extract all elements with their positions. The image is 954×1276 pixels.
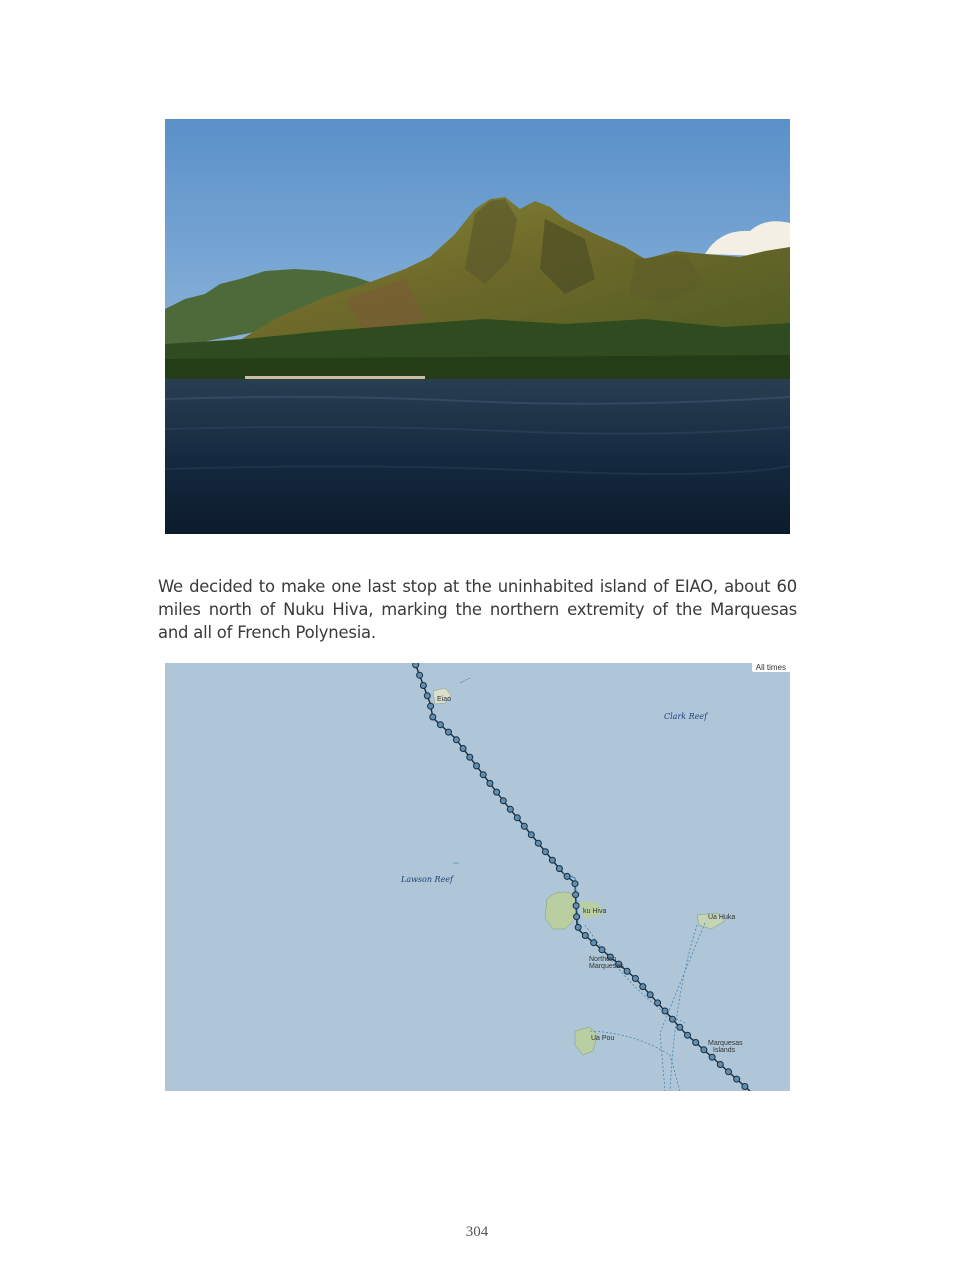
track-point[interactable] — [420, 683, 426, 689]
track-point[interactable] — [647, 992, 653, 998]
label-lawson-reef: Lawson Reef — [401, 875, 453, 884]
track-point[interactable] — [734, 1076, 740, 1082]
label-marquesas: Marquesas — [589, 963, 624, 970]
track-point[interactable] — [428, 703, 434, 709]
track-point[interactable] — [487, 780, 493, 786]
route-map — [165, 663, 790, 1091]
track-point[interactable] — [467, 754, 473, 760]
map-time-badge[interactable]: All times — [752, 663, 790, 672]
track-point[interactable] — [453, 737, 459, 743]
track-point[interactable] — [582, 933, 588, 939]
track-point[interactable] — [424, 693, 430, 699]
track-point[interactable] — [446, 729, 452, 735]
track-point[interactable] — [474, 763, 480, 769]
island-photo-image — [165, 119, 790, 534]
body-paragraph: We decided to make one last stop at the uninhabited island of EIAO, about 60 miles north of Nuku Hiva, marking the northern extremity of the Marquesas and all of French Polynesia. — [158, 577, 797, 642]
track-point[interactable] — [574, 914, 580, 920]
track-point[interactable] — [640, 984, 646, 990]
track-point[interactable] — [549, 857, 555, 863]
label-clark-reef: Clark Reef — [664, 712, 708, 721]
track-point[interactable] — [701, 1047, 707, 1053]
route-map-image — [165, 663, 790, 1091]
label-nuku-hiva: ku Hiva — [583, 908, 607, 915]
page-number: 304 — [465, 1224, 489, 1240]
label-northern: Northern — [589, 956, 617, 963]
track-point[interactable] — [500, 798, 506, 804]
track-point[interactable] — [709, 1054, 715, 1060]
label-ua-pou: Ua Pou — [591, 1035, 615, 1042]
track-point[interactable] — [624, 968, 630, 974]
track-point[interactable] — [528, 832, 534, 838]
track-point[interactable] — [726, 1069, 732, 1075]
track-point[interactable] — [742, 1084, 748, 1090]
track-point[interactable] — [693, 1040, 699, 1046]
track-point[interactable] — [430, 714, 436, 720]
track-point[interactable] — [591, 940, 597, 946]
track-point[interactable] — [417, 672, 423, 678]
track-point[interactable] — [564, 873, 570, 879]
track-point[interactable] — [521, 823, 527, 829]
label-eiao: Eiao — [437, 696, 452, 703]
track-point[interactable] — [573, 903, 579, 909]
track-point[interactable] — [655, 1000, 661, 1006]
track-point[interactable] — [507, 806, 513, 812]
track-point[interactable] — [717, 1062, 723, 1068]
track-point[interactable] — [556, 866, 562, 872]
track-point[interactable] — [632, 976, 638, 982]
track-point[interactable] — [677, 1024, 683, 1030]
label-marquesas-islands-1: Marquesas — [708, 1040, 743, 1047]
track-point[interactable] — [573, 892, 579, 898]
track-point[interactable] — [494, 789, 500, 795]
track-point[interactable] — [413, 663, 419, 668]
island-photo — [165, 119, 790, 534]
track-point[interactable] — [535, 840, 541, 846]
track-point[interactable] — [575, 924, 581, 930]
track-point[interactable] — [662, 1008, 668, 1014]
track-point[interactable] — [599, 947, 605, 953]
track-point[interactable] — [669, 1016, 675, 1022]
track-point[interactable] — [542, 849, 548, 855]
label-marquesas-islands-2: Islands — [713, 1047, 736, 1054]
track-point[interactable] — [514, 815, 520, 821]
label-ua-huka: Ua Huka — [708, 914, 736, 921]
track-point[interactable] — [460, 746, 466, 752]
track-point[interactable] — [437, 722, 443, 728]
track-point[interactable] — [572, 881, 578, 887]
track-point[interactable] — [685, 1032, 691, 1038]
track-point[interactable] — [480, 772, 486, 778]
